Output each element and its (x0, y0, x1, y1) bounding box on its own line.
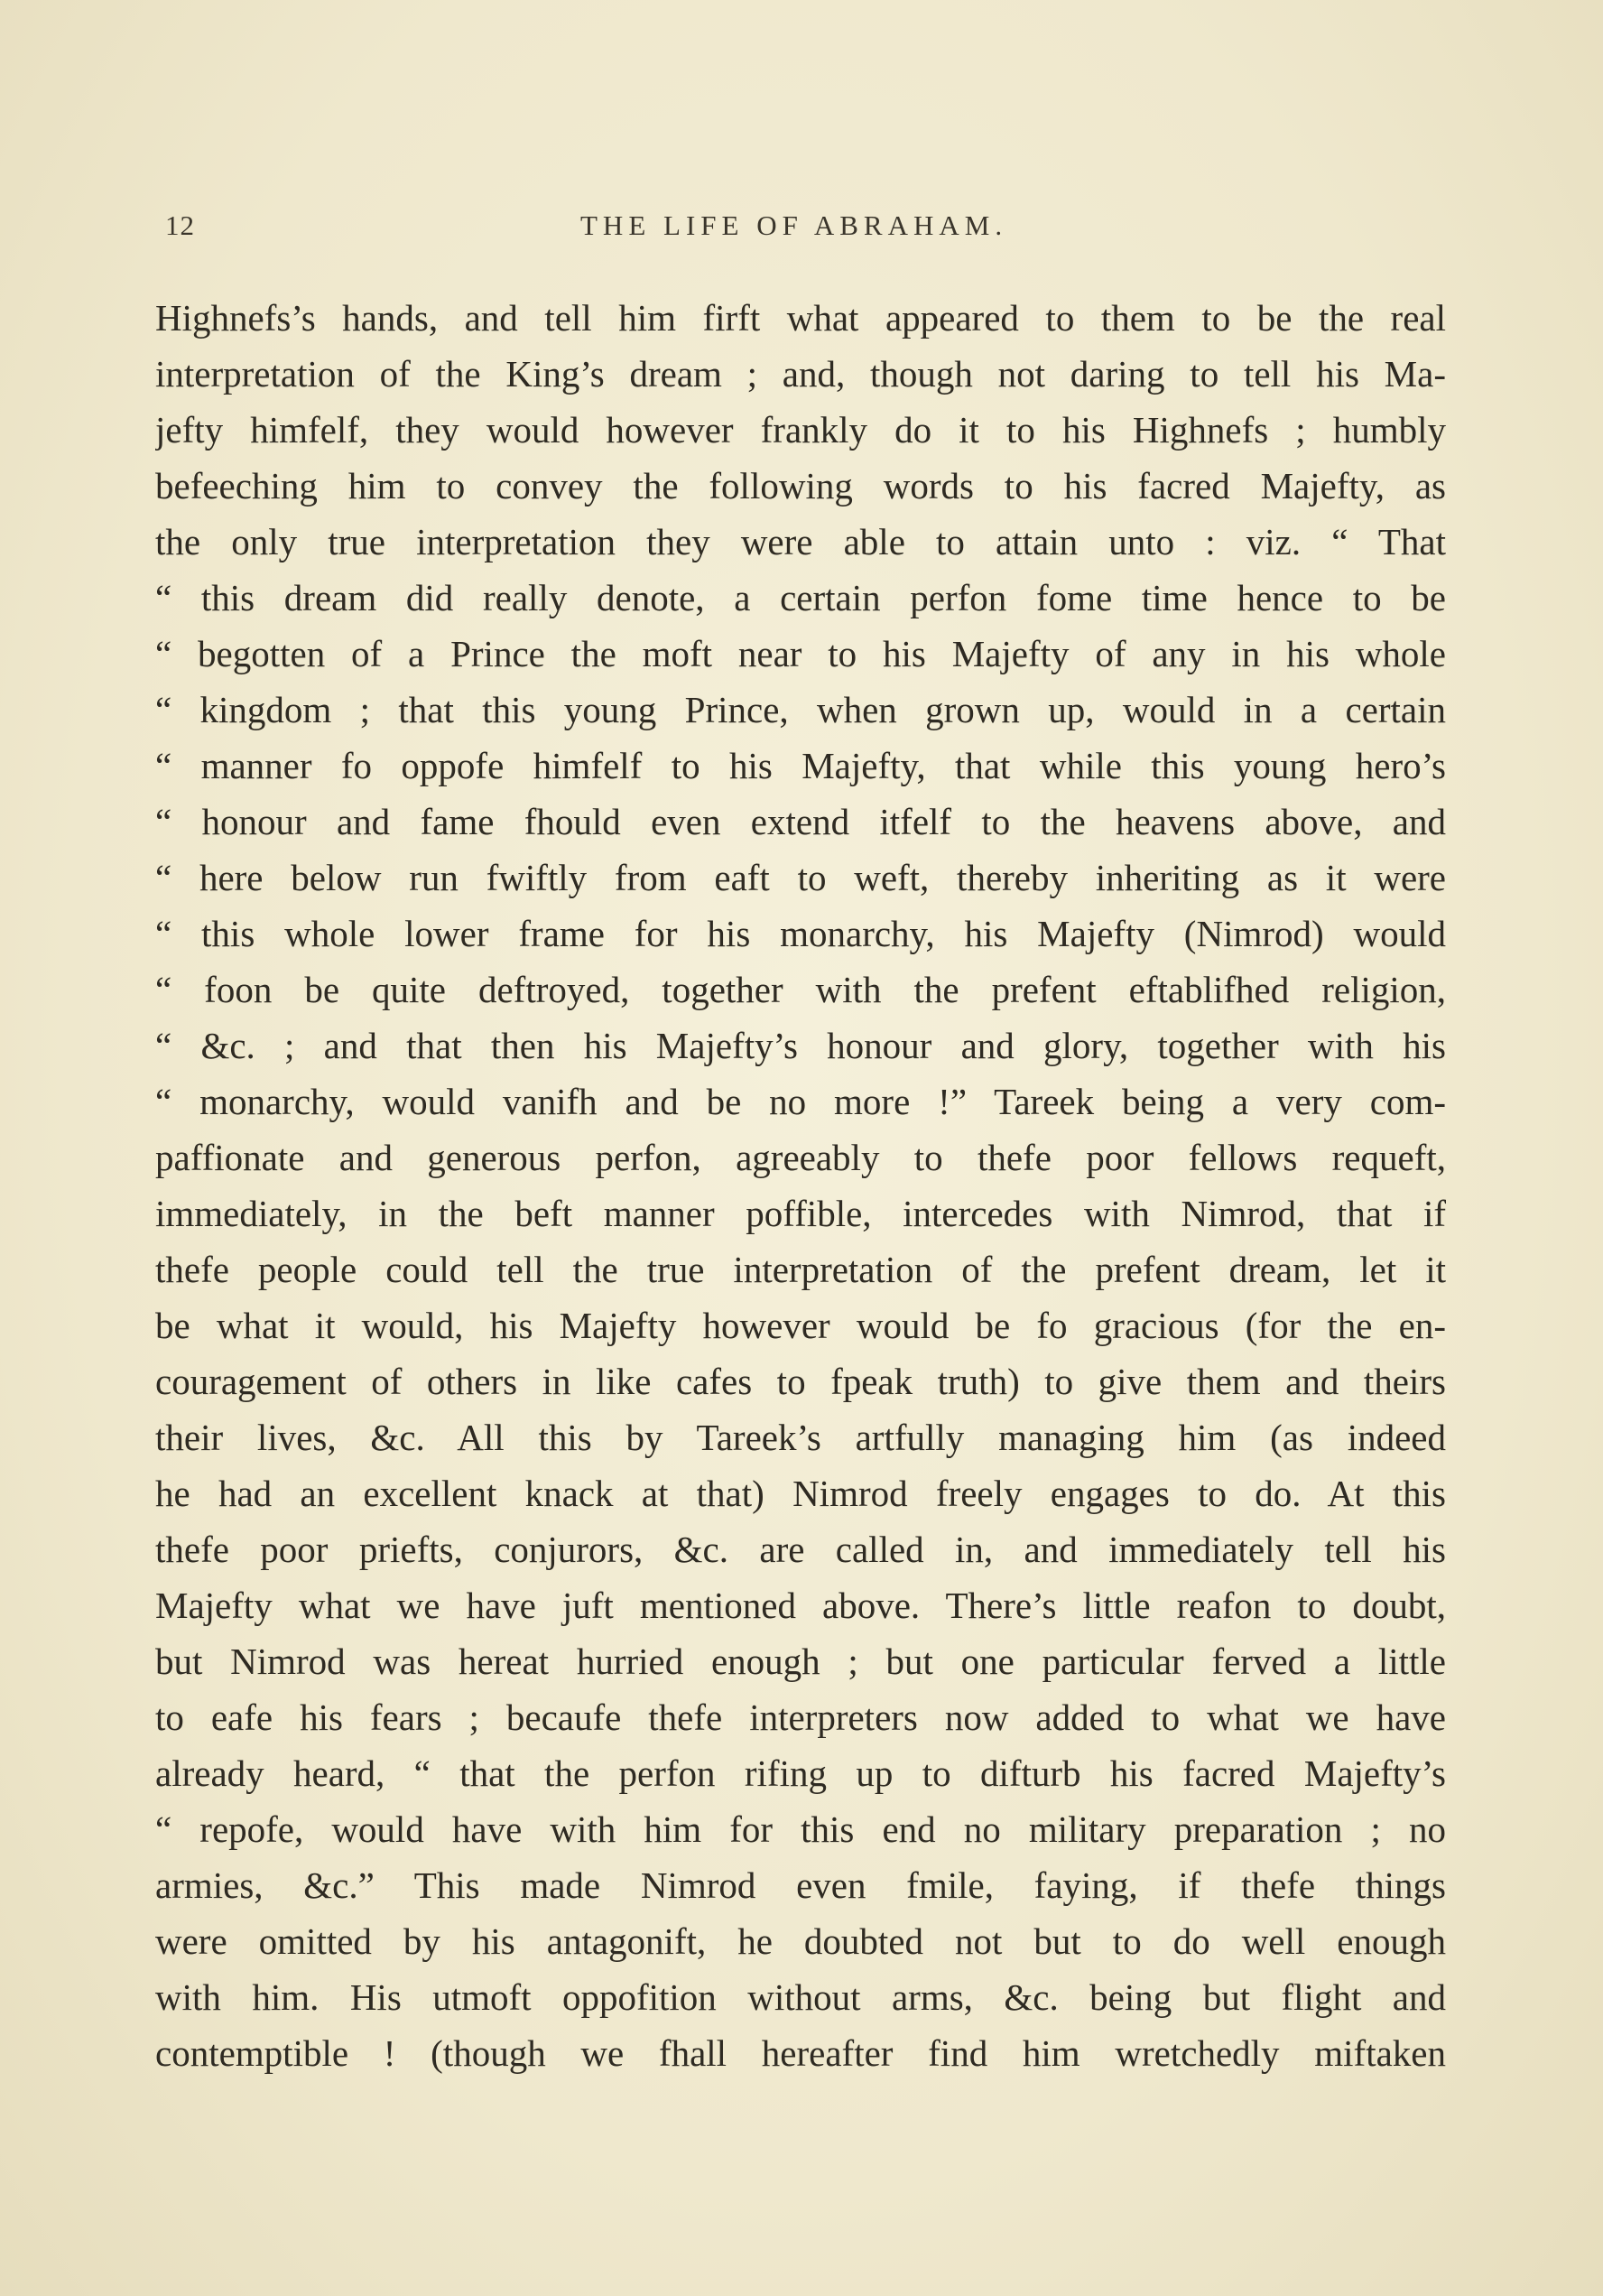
text-line: “ &c. ; and that then his Majefty’s honour and glory, together with his (155, 1025, 1446, 1066)
text-line: armies, &c.” This made Nimrod even fmile, faying, if thefe things (155, 1864, 1446, 1906)
text-line: Majefty what we have juft mentioned above. There’s little reafon to doubt, (155, 1585, 1446, 1626)
text-line: “ this whole lower frame for his monarchy, his Majefty (Nimrod) would (155, 913, 1446, 954)
text-line: “ begotten of a Prince the moft near to his Majefty of any in his whole (155, 633, 1446, 674)
text-line: befeeching him to convey the following words to his facred Majefty, as (155, 465, 1446, 507)
text-line: but Nimrod was hereat hurried enough ; but one particular ferved a little (155, 1641, 1446, 1682)
text-line: already heard, “ that the perfon rifing up to difturb his facred Majefty’s (155, 1752, 1446, 1794)
text-line: be what it would, his Majefty however would be fo gracious (for the en- (155, 1305, 1446, 1346)
text-line: Highnefs’s hands, and tell him firft what appeared to them to be the real (155, 297, 1446, 339)
text-line: to eafe his fears ; becaufe thefe interpreters now added to what we have (155, 1696, 1446, 1738)
text-line: he had an excellent knack at that) Nimrod freely engages to do. At this (155, 1473, 1446, 1514)
running-head (165, 206, 1429, 246)
text-line: immediately, in the beft manner poffible, intercedes with Nimrod, that if (155, 1193, 1446, 1234)
text-line: jefty himfelf, they would however frankly do it to his Highnefs ; humbly (155, 409, 1446, 451)
text-line: interpretation of the King’s dream ; and, though not daring to tell his Ma- (155, 353, 1446, 395)
text-line: “ repofe, would have with him for this end no military preparation ; no (155, 1808, 1446, 1850)
page-number: 12 (165, 209, 195, 241)
text-line: “ monarchy, would vanifh and be no more !” Tareek being a very com- (155, 1081, 1446, 1122)
text-line: couragement of others in like cafes to fpeak truth) to give them and theirs (155, 1361, 1446, 1402)
running-title: THE LIFE OF ABRAHAM. (580, 209, 1008, 241)
body-text (155, 290, 1446, 2081)
text-line: the only true interpretation they were able to attain unto : viz. “ That (155, 521, 1446, 562)
text-line: thefe people could tell the true interpretation of the prefent dream, let it (155, 1249, 1446, 1290)
text-line: paffionate and generous perfon, agreeably to thefe poor fellows requeft, (155, 1137, 1446, 1178)
text-line: thefe poor priefts, conjurors, &c. are called in, and immediately tell his (155, 1529, 1446, 1570)
text-line: “ manner fo oppofe himfelf to his Majefty, that while this young hero’s (155, 745, 1446, 786)
text-line: “ honour and fame fhould even extend itfelf to the heavens above, and (155, 801, 1446, 842)
text-line: “ foon be quite deftroyed, together with the prefent eftablifhed religion, (155, 969, 1446, 1010)
text-line: “ here below run fwiftly from eaft to weft, thereby inheriting as it were (155, 857, 1446, 898)
text-line: “ this dream did really denote, a certain perfon fome time hence to be (155, 577, 1446, 618)
text-line: contemptible ! (though we fhall hereafter find him wretchedly miftaken (155, 2032, 1446, 2074)
text-line: were omitted by his antagonift, he doubted not but to do well enough (155, 1920, 1446, 1962)
text-line: “ kingdom ; that this young Prince, when grown up, would in a certain (155, 689, 1446, 730)
text-line: with him. His utmoft oppofition without arms, &c. being but flight and (155, 1976, 1446, 2018)
text-line: their lives, &c. All this by Tareek’s artfully managing him (as indeed (155, 1417, 1446, 1458)
